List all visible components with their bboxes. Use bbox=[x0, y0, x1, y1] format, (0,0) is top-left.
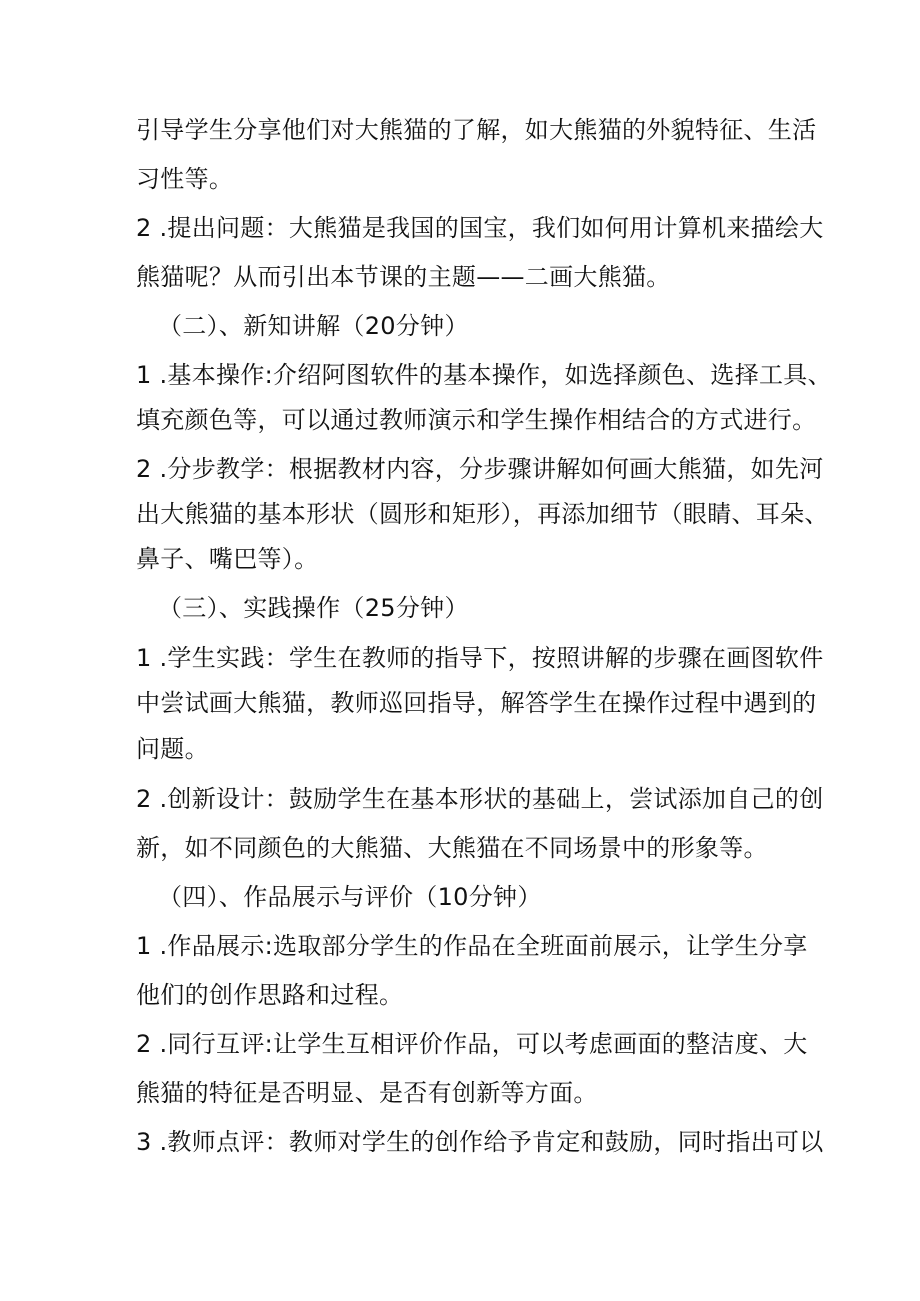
paragraph-line: 他们的创作思路和过程。 bbox=[136, 981, 404, 1009]
section-heading: （三）、实践操作（25分钟） bbox=[158, 594, 469, 622]
paragraph-line: 出大熊猫的基本形状（圆形和矩形），再添加细节（眼睛、耳朵、 bbox=[136, 500, 829, 528]
paragraph-line: 熊猫呢？从而引出本节课的主题——二画大熊猫。 bbox=[136, 263, 671, 291]
paragraph-line: 1 .作品展示:选取部分学生的作品在全班面前展示，让学生分享 bbox=[136, 932, 808, 960]
paragraph-line: 问题。 bbox=[136, 735, 209, 763]
paragraph-line: 熊猫的特征是否明显、是否有创新等方面。 bbox=[136, 1079, 598, 1107]
section-heading: （四）、作品展示与评价（10分钟） bbox=[158, 883, 542, 911]
paragraph-line: 2 .创新设计：鼓励学生在基本形状的基础上，尝试添加自己的创 bbox=[136, 785, 824, 813]
paragraph-line: 鼻子、嘴巴等）。 bbox=[136, 545, 319, 573]
paragraph-line: 1 .学生实践：学生在教师的指导下，按照讲解的步骤在画图软件 bbox=[136, 644, 824, 672]
paragraph-line: 2 .分步教学：根据教材内容，分步骤讲解如何画大熊猫，如先河 bbox=[136, 455, 824, 483]
paragraph-line: 新，如不同颜色的大熊猫、大熊猫在不同场景中的形象等。 bbox=[136, 834, 768, 862]
paragraph-line: 3 .教师点评：教师对学生的创作给予肯定和鼓励，同时指出可以 bbox=[136, 1128, 824, 1156]
paragraph-line: 引导学生分享他们对大熊猫的了解，如大熊猫的外貌特征、生活 bbox=[136, 116, 817, 144]
paragraph-line: 中尝试画大熊猫，教师巡回指导，解答学生在操作过程中遇到的 bbox=[136, 689, 817, 717]
paragraph-line: 2 .提出问题：大熊猫是我国的国宝，我们如何用计算机来描绘大 bbox=[136, 214, 824, 242]
paragraph-line: 2 .同行互评:让学生互相评价作品，可以考虑画面的整洁度、大 bbox=[136, 1030, 808, 1058]
paragraph-line: 填充颜色等，可以通过教师演示和学生操作相结合的方式进行。 bbox=[136, 406, 817, 434]
section-heading: （二）、新知讲解（20分钟） bbox=[158, 312, 469, 340]
paragraph-line: 1 .基本操作:介绍阿图软件的基本操作，如选择颜色、选择工具、 bbox=[136, 361, 832, 389]
paragraph-line: 习性等。 bbox=[136, 165, 234, 193]
